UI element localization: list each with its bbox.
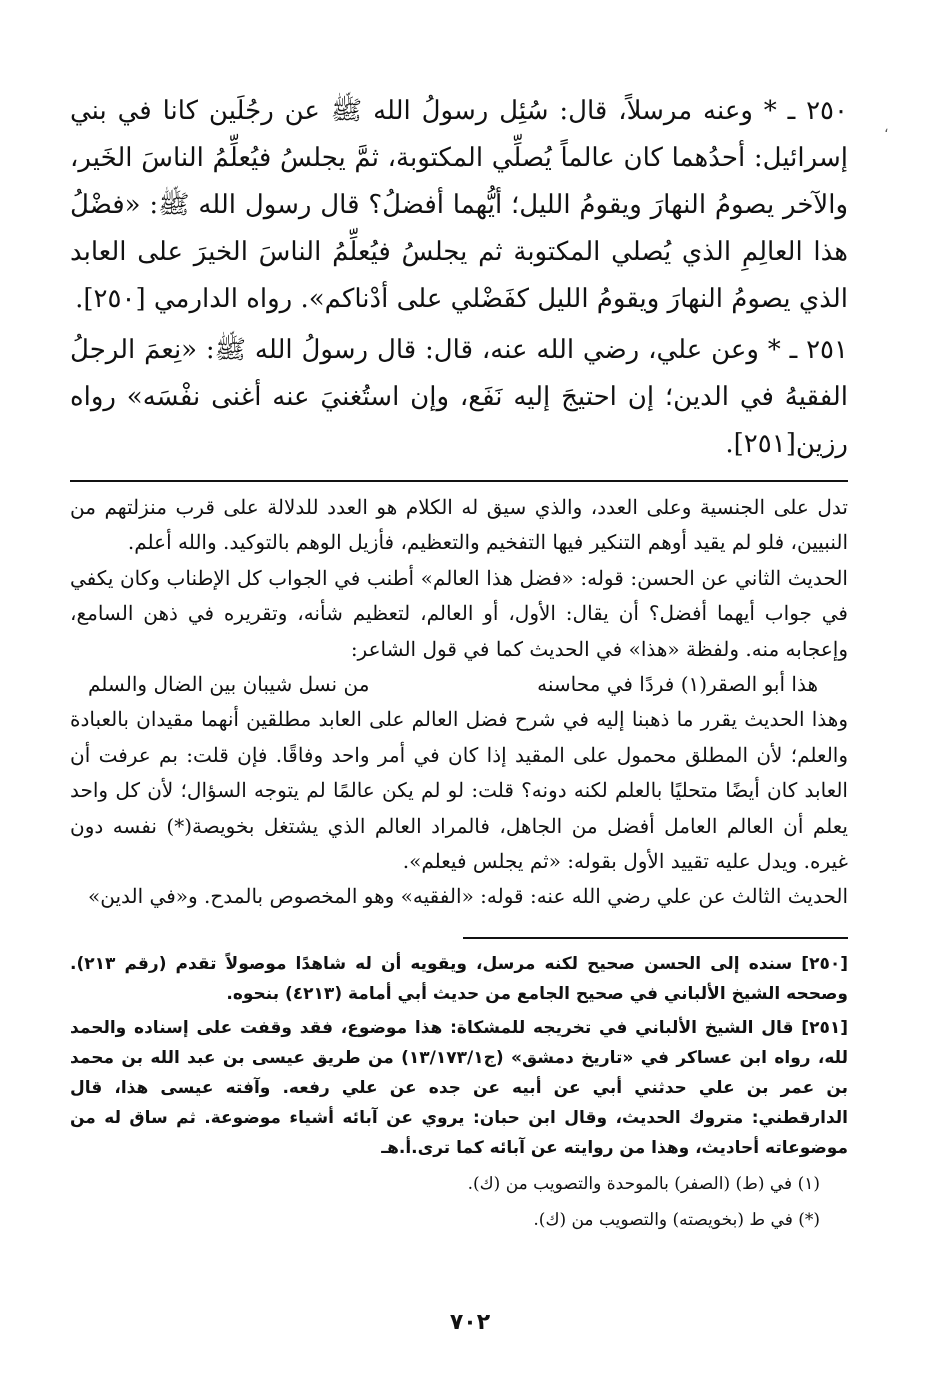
commentary-para-4: الحديث الثالث عن علي رضي الله عنه: قوله: «الفقيه» وهو المخصوص بالمدح. و«في الدين» [88,884,848,909]
commentary-para-3: وهذا الحديث يقرر ما ذهبنا إليه في شرح فضل العالم على العابد مطلقين أنهما مقيدان بالعبادة والعلم؛ لأن المطلق محمول على المقيد إذا كان في أمر واحد وفاقًا. فإن قلت: بم عرفت أن العابد كان أيضًا متحليًا بالعلم لكنه دونه؟ قلت: لو لم يكن عالمًا لم يتوجه السؤال؛ لأن كل واحد يعلم أن العالم العامل أفضل من الجاهل، فالمراد العالم الذي يشتغل بخويصة(*) نفسه دون غيره. ويدل عليه تقييد الأول بقوله: «ثم يجلس فيعلم». [70,707,848,874]
poem-verse [70,667,848,702]
page-number: ٧٠٢ [449,1310,491,1335]
margin-mark: ، [884,120,889,136]
poem-first-hemistich: هذا أبو الصقر(١) فردًا في محاسنه [537,672,818,697]
takhrij-251: [٢٥١] قال الشيخ الألباني في تخريجه للمشكاة: هذا موضوع، فقد وقفت على إسناده والحمد لله، رواه ابن عساكر في «تاريخ دمشق» (ج١٣/١٧٣/١) من طريق عيسى بن عبد الله بن محمد بن عمر بن علي حدثني أبي عن أبيه عن جده عن علي رفعه. وآفته عيسى هذا، قال الدارقطني: متروك الحديث، وقال ابن حبان: يروي عن آبائه أشياء موضوعة. ثم ساق له من موضوعاته أحاديث، وهذا من روايته عن آبائه كما ترى.أ.هـ [70,1017,848,1158]
footnotes-section [70,1169,848,1235]
footnote-divider [463,937,848,939]
takhrij-section [70,949,848,1163]
poem-second-hemistich: من نسل شيبان بين الضال والسلم [88,672,370,697]
footnote-star: (*) في ط (بخويصته) والتصويب من (ك). [533,1209,820,1230]
footnote-1: (١) في (ط) (الصفر) بالموحدة والتصويب من (ك). [467,1173,820,1194]
hadith-250: ٢٥٠ ـ * وعنه مرسلاً، قال: سُئِل رسولُ الله ﷺ عن رجُلَين كانا في بني إسرائيل: أحدُهما كان عالماً يُصلِّي المكتوبة، ثمَّ يجلسُ فيُعلِّمُ الناسَ الخَير، والآخر يصومُ النهارَ ويقومُ الليل؛ أيُّهما أفضلُ؟ قال رسول الله ﷺ: «فضْلُ هذا العالِمِ الذي يُصلي المكتوبة ثم يجلسُ فيُعلِّمُ الناسَ الخيرَ على العابد الذي يصومُ النهارَ ويقومُ الليل كفَضْلي على أدْناكم». رواه الدارمي [٢٥٠]. [70,96,848,314]
main-divider [70,480,848,482]
commentary-section [70,490,848,915]
takhrij-250: [٢٥٠] سنده إلى الحسن صحيح لكنه مرسل، ويقويه أن له شاهدًا موصولاً تقدم (رقم ٢١٣). وصححه الشيخ الألباني في صحيح الجامع من حديث أبي أمامة (٤٢١٣) بنحوه. [70,953,848,1004]
commentary-para-1: تدل على الجنسية وعلى العدد، والذي سيق له الكلام هو العدد للدلالة على قرب منزلتهم من النبيين، فلو لم يقيد أوهم التنكير فيها التفخيم والتعظيم، فأزيل الوهم بالتوكيد. والله أعلم. [70,495,848,555]
commentary-para-2: الحديث الثاني عن الحسن: قوله: «فضل هذا العالم» أطنب في الجواب كل الإطناب وكان يكفي في جواب أيهما أفضل؟ أن يقال: الأول، أو العالم، لتعظيم شأنه، وتقريره في ذهن السامع، وإعجابه منه. ولفظة «هذا» في الحديث كما في قول الشاعر: [70,565,848,661]
page-content [70,88,848,1235]
hadith-251: ٢٥١ ـ * وعن علي، رضي الله عنه، قال: قال رسولُ الله ﷺ: «نِعمَ الرجلُ الفقيهُ في الدين؛ إن احتيجَ إليه نَفَع، وإن استُغنيَ عنه أغنى نفْسَه» رواه رزين[٢٥١]. [70,335,848,459]
